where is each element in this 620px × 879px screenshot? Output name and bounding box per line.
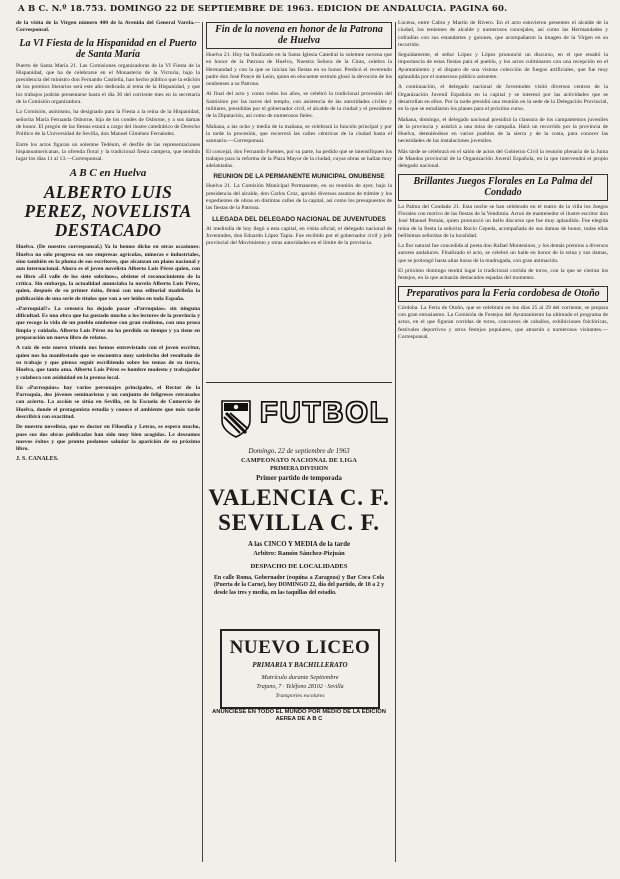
column-1	[16, 20, 200, 865]
article-text: A raíz de este nuevo triunfo nos hemos entrevistado con el joven escritor, quien nos ha manifestado que se encuentra muy satisfecho del resultado de su trabajo y que piensa seguir escribiendo sobre los temas de su tierra, Huelva, que tanto ama. Alberto Luis Pérez es hombre modesto y trabajador y colabora con asiduidad en la prensa local.	[16, 345, 200, 381]
headline-feria-otono: Preparativos para la Feria cordobesa de Otoño	[406, 287, 600, 299]
headline-permanente: REUNION DE LA PERMANENTE MUNICIPAL ONUBENSE	[213, 173, 385, 181]
boxed-headline	[398, 286, 608, 302]
liceo-transport: Transportes escolares	[275, 693, 325, 699]
article-text: Mañana, a las ocho y media de la mañana, se celebrará la función principal y por la tarde la procesión, que recorrerá las calles céntricas de la ciudad hasta el santuario.—Corresponsal.	[206, 123, 392, 145]
away-team: SEVILLA C. F.	[218, 510, 380, 535]
article-text: Puerto de Santa María 21. Las Comisiones organizadoras de la VI Fiesta de la Hispanidad, que ha de celebrarse en el Monasterio de la Victoria, bajo la presidencia del ministro don Fernando Castiella, han hecho público que la edición de los premios literarios será este año dedicada al tema de la Hispanidad, y que los trabajos podrán presentarse hasta el día 30 del corriente mes en la secretaría de la Comisión organizadora.	[16, 62, 200, 106]
booking-info: En calle Roma, Gobernador (esquina a Zaragoza) y Bar Coca Cola (Puerta de la Carne), hoy DOMINGO 22, día del partido, de 10 a 2 y desde las tres y media, en las taquillas del estadio.	[214, 575, 384, 596]
article-text: Lucena, entre Cabra y Martín de Rivero. En el acto estuvieron presentes el alcalde de la ciudad, los tenientes de alcalde y numerosos concejales, así como las Hermandades y cofradías con sus estandartes y guiones, que acompañaron la imagen de la Virgen en su recorrido.	[398, 20, 608, 48]
article-text: Mañana, domingo, el delegado nacional presidirá la clausura de los campamentos juveniles de la provincia y asistirá a una misa de campaña. Hará un recorrido por la provincia de Huelva, deteniéndose en varios pueblos de la sierra y de la costa, para conocer las necesidades de las instalaciones juveniles.	[398, 116, 608, 145]
home-team: VALENCIA C. F.	[208, 485, 390, 510]
article-text: Al final del acto y como todos los años, se celebró la tradicional procesión del Santísimo por las naves del templo, con asistencia de las autoridades civiles y militares, presididas por el gobernador civil, el alcalde de la ciudad y el presidente de la Diputación, así como de numerosos fieles.	[206, 91, 392, 120]
article-text: Al mediodía de hoy llegó a esta capital, en visita oficial, el delegado nacional de Juventudes, don Eduardo López Tapia. Fue recibido por el gobernador civil y jefe provincial del Movimiento y otras autoridades en el límite de la provincia.	[206, 225, 392, 247]
match-time: A las CINCO Y MEDIA de la tarde	[247, 541, 351, 548]
headline-juegos-florales: Brillantes Juegos Florales en La Palma del Condado	[413, 175, 593, 198]
futbol-title: FUTBOL	[260, 397, 390, 429]
article-text: El concejal, don Fernando Fuentes, por su parte, ha pedido que se intensifiquen los trabajos para la reforma de la Plaza Mayor de la ciudad, cuyas obras se hallan muy adelantadas.	[206, 148, 392, 170]
booking-title: DESPACHO DE LOCALIDADES	[250, 563, 348, 570]
headline-alberto-luis-perez: ALBERTO LUIS PEREZ, NOVELISTA DESTACADO	[24, 182, 192, 241]
abc-airmail-ad: ANUNCIESE EN TODO EL MUNDO POR MEDIO DE LA EDICION AEREA DE A B C	[212, 709, 386, 722]
article-text: La Palma del Condado 21. Esta noche se han celebrado en el teatro de la villa los Juegos Florales con motivo de las fiestas de la Vendimia. Actuó de mantenedor el ilustre escritor don José Manuel Pemán, quien pronunció un bello discurso que fue muy aplaudido. Fue elegida reina de la fiesta la señorita Rocío Cepeda, acompañada de sus damas de honor, todas ellas bellísimas señoritas de la localidad.	[398, 203, 608, 239]
liceo-enrollment: Matrícula durante Septiembre	[261, 674, 339, 681]
article-text: Seguidamente, el señor López y López pronunció un discurso, en el que resaltó la importancia de estas fiestas para el pueblo, y los actos culminaron con una recepción en el Ayuntamiento y el disparo de una vistosa colección de fuegos artificiales, que fue muy aplaudida por el numeroso público asistente.	[398, 52, 608, 81]
match-date: Domingo, 22 de septiembre de 1963	[248, 447, 350, 455]
article-text: de la visita de la Virgen número 400 de la Avenida del General Varela.—Corresponsal.	[16, 20, 200, 34]
nuevo-liceo-ad	[220, 629, 380, 709]
article-text: Huelva 21. Hoy ha finalizado en la Santa Iglesia Catedral la solemne novena que en honor de la Patrona de Huelva, Nuestra Señora de la Cinta, celebra la Hermandad y con la que se inician las fiestas en su honor. Predicó el reverendo padre don José Ponce de León, quien en elocuente sermón glosó la devoción de los onubenses a su Patrona.	[206, 52, 392, 88]
section-heading-abc-huelva: A B C en Huelva	[69, 167, 147, 180]
article-text: En «Parroquias» hay varios personajes principales, el Rector de la Parroquia, dos jóvenes seminaristas y un conjunto de feligreses retratados con acierto. La acción se sitúa en Sevilla, en la Escuela de Comercio de Huelva, donde el protagonista estudia y conoce el ambiente que más tarde describirá con exactitud.	[16, 384, 200, 420]
liceo-address: Trajano, 7 · Teléfono 28102 · Sevilla	[256, 684, 344, 690]
article-text: El próximo domingo tendrá lugar la tradicional corrida de toros, con la que se cierran los festejos, en la que actuarán destacados espadas del momento.	[398, 268, 608, 282]
match-note: Primer partido de temporada	[256, 475, 342, 482]
article-text: A continuación, el delegado nacional de Juventudes visitó diversos centros de la Organización Juvenil Española en la capital y se interesó por las actividades que se desarrollan en ellos. Por la tarde presidió una reunión en la sede de la Delegación Provincial, en la que se estudiaron los planes para el próximo curso.	[398, 84, 608, 113]
article-text: La flor natural fue concedida al poeta don Rafael Montesinos, y los demás premios a diversos autores andaluces. Finalizado el acto, se celebró un baile en honor de la reina y sus damas, que se prolongó hasta altas horas de la madrugada, con gran animación.	[398, 243, 608, 264]
headline-novena: Fin de la novena en honor de la Patrona de Huelva	[215, 24, 383, 46]
column-3	[398, 20, 608, 865]
sevilla-fc-crest-icon	[220, 399, 252, 439]
page-header: A B C. N.º 18.753. DOMINGO 22 DE SEPTIEMBRE DE 1963. EDICION DE ANDALUCIA. PAGINA 60.	[18, 4, 508, 14]
liceo-levels: PRIMARIA Y BACHILLERATO	[252, 661, 348, 669]
championship: CAMPEONATO NACIONAL DE LIGA	[240, 457, 358, 464]
column-2	[206, 20, 392, 380]
article-text: Huelva. (De nuestro corresponsal.) Ya lo hemos dicho en otras ocasiones: Huelva no sólo progresa en sus empresas agrícolas, mineras e industriales, sino también en la pluma de sus escritores, que alcanzan un plano nacional y aun internacional. Ahora es el joven novelista Alberto Luis Pérez quien, con su libro «El valle de los siete sobrinos», obtiene el reconocimiento de la crítica. Sin embargo, la actualidad anunciaba la novela Alberto Luis Pérez, quien, después de su primer éxito, firmó con una editorial madrileña la publicación de una serie de títulos que van a ser leídos en toda España.	[16, 244, 200, 302]
article-text: Entre los actos figuran un solemne Tedéum, el desfile de las representaciones hispanoamericanas, la ofrenda floral y la tradicional fiesta campera, que tendrán lugar los días 11 al 13.—Corresponsal.	[16, 141, 200, 163]
boxed-headline	[398, 174, 608, 201]
article-text: Córdoba. La Feria de Otoño, que se celebrará en los días 25 al 29 del corriente, se prepara con gran entusiasmo. La Comisión de Festejos del Ayuntamiento ha ultimado el programa de actos, en el que figuran corridas de toros, concursos de caballos, exhibiciones folclóricas, festivales deportivos y otros festejos populares, que atraerán a numerosos visitantes.—Corresponsal.	[398, 304, 608, 340]
boxed-headline	[206, 22, 392, 49]
liceo-title: NUEVO LICEO	[229, 637, 371, 658]
article-text: Más tarde se celebrará en el salón de actos del Gobierno Civil la reunión plenaria de la Junta de Mandos provincial de la Organización Juvenil Española, en la que intervendrá el propio delegado nacional.	[398, 148, 608, 170]
byline: J. S. CANALES.	[16, 456, 59, 463]
column-rule	[395, 22, 396, 862]
article-text: Huelva 21. La Comisión Municipal Permanente, en su reunión de ayer, bajo la presidencia del alcalde, don Carlos Cruz, aprobó diversos asuntos de trámite y los expedientes de obras en distintas calles de la capital, así como los presupuestos de las fiestas de la Patrona.	[206, 183, 392, 212]
article-text: La Comisión, asimismo, ha designado para la Fiesta a la reina de la Hispanidad, señorita María Fernanda Osborne, hija de los condes de Osborne, y a sus damas de honor. El pregón de las fiestas estará a cargo del ilustre catedrático de Derecho Político de la Universidad de Sevilla, don Manuel Giménez Fernández.	[16, 109, 200, 138]
headline-delegado: LLEGADA DEL DELEGADO NACIONAL DE JUVENTUDES	[212, 215, 386, 223]
article-text: De nuestro novelista, que es doctor en Filosofía y Letras, se espera mucho, pues sus dos obras publicadas han sido muy bien acogidas. Le deseamos nuevos éxitos y que pronto podamos saludar la aparición de su próximo libro.	[16, 424, 200, 453]
referee: Arbitro: Ramón Sánchez-Pizjuán	[253, 550, 345, 557]
article-text: «Parroquial?» La censura ha dejado pasar «Parroquias» sin ninguna dificultad. Es una obra que ha gustado mucho a los lectores de la provincia y que recoge la vida de un pueblo onubense con gran realismo, con una prosa limpia y cuidada. Alberto Luis Pérez no ha perdido su tiempo y ya tiene en preparación un nuevo libro de relatos.	[16, 305, 200, 342]
headline-hispanidad: La VI Fiesta de la Hispanidad en el Puerto de Santa María	[19, 37, 197, 60]
division: PRIMERA DIVISION	[270, 466, 328, 472]
column-rule	[202, 22, 203, 862]
football-advertisement	[206, 382, 392, 863]
